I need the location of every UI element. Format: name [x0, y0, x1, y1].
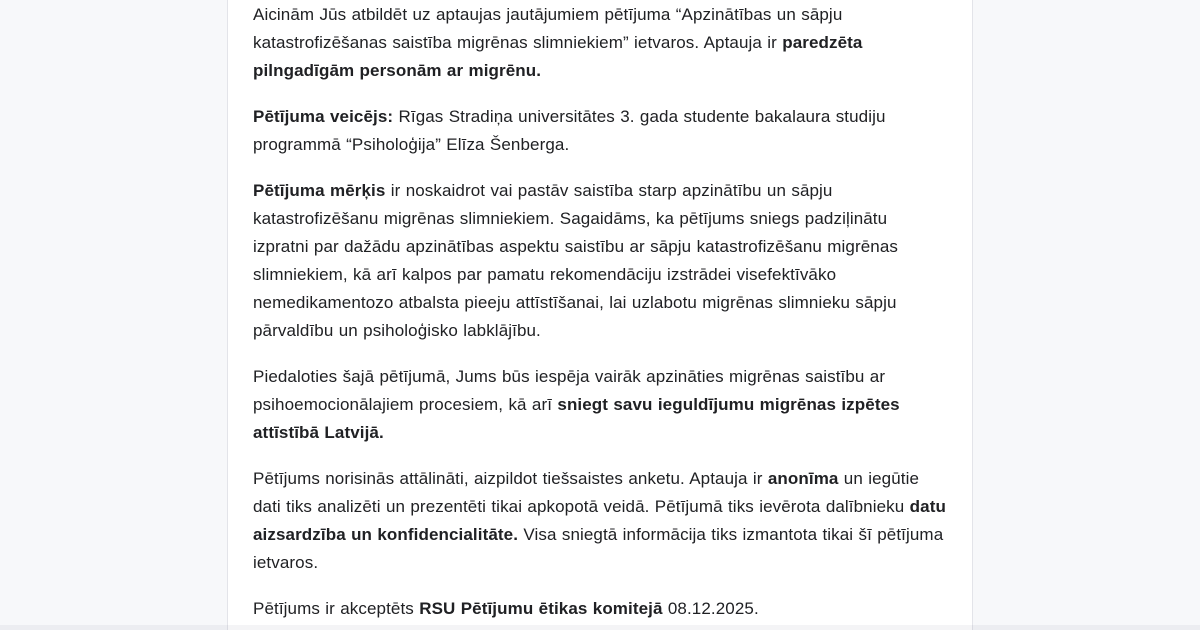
bold-text-segment: anonīma: [767, 469, 839, 488]
bold-text-segment: RSU Pētījumu ētikas komitejā: [419, 599, 663, 618]
text-segment: Visa sniegtā informācija tiks izmantota tikai šī pētījuma ietvaros.: [253, 525, 944, 572]
bold-text-segment: Pētījuma veicējs:: [253, 107, 394, 126]
text-segment: Pētījums norisinās attālināti, aizpildot tiešsaistes anketu. Aptauja ir: [253, 469, 768, 488]
bold-text-segment: datu aizsardzība un konfidencialitāte.: [253, 497, 946, 544]
text-segment: ir noskaidrot vai pastāv saistība starp apzinātību un sāpju katastrofizēšanu migrēnas slimniekiem. Sagaidāms, ka pētījums sniegs padziļinātu izpratni par dažādu apzinātības aspektu saistību ar sāpju katastrofizēšanu migrēnas slimniekiem, kā arī kalpos par pamatu rekomendāciju izstrādei visefektīvāko nemedikamentozo atbalsta pieeju attīstīšanai, lai uzlabotu migrēnas slimnieku sāpju pārvaldību un psiholoģisko labklājību.: [253, 181, 898, 340]
bold-text-segment: Pētījuma mērķis: [253, 181, 386, 200]
paragraph: [253, 363, 947, 447]
bold-text-segment: sniegt savu ieguldījumu migrēnas izpētes attīstībā Latvijā.: [253, 395, 900, 442]
paragraph: [253, 595, 947, 623]
text-segment: un iegūtie dati tiks analizēti un prezentēti tikai apkopotā veidā. Pētījumā tiks ievērota dalībnieku: [253, 469, 920, 516]
paragraph: [253, 103, 947, 159]
document-page: [227, 0, 973, 630]
document-body: [253, 1, 947, 623]
text-segment: Pētījums ir akceptēts: [253, 599, 420, 618]
text-segment: Aicinām Jūs atbildēt uz aptaujas jautājumiem pētījuma “Apzinātības un sāpju katastrofizēšanas saistība migrēnas slimniekiem” ietvaros. Aptauja ir: [253, 5, 843, 52]
text-segment: Rīgas Stradiņa universitātes 3. gada studente bakalaura studiju programmā “Psiholoģija” Elīza Šenberga.: [253, 107, 886, 154]
text-segment: 08.12.2025.: [662, 599, 759, 618]
bold-text-segment: paredzēta pilngadīgām personām ar migrēnu.: [253, 33, 863, 80]
paragraph: [253, 1, 947, 85]
text-segment: Piedaloties šajā pētījumā, Jums būs iespēja vairāk apzināties migrēnas saistību ar psihoemocionālajiem procesiem, kā arī: [253, 367, 886, 414]
paragraph: [253, 465, 947, 577]
paragraph: [253, 177, 947, 345]
